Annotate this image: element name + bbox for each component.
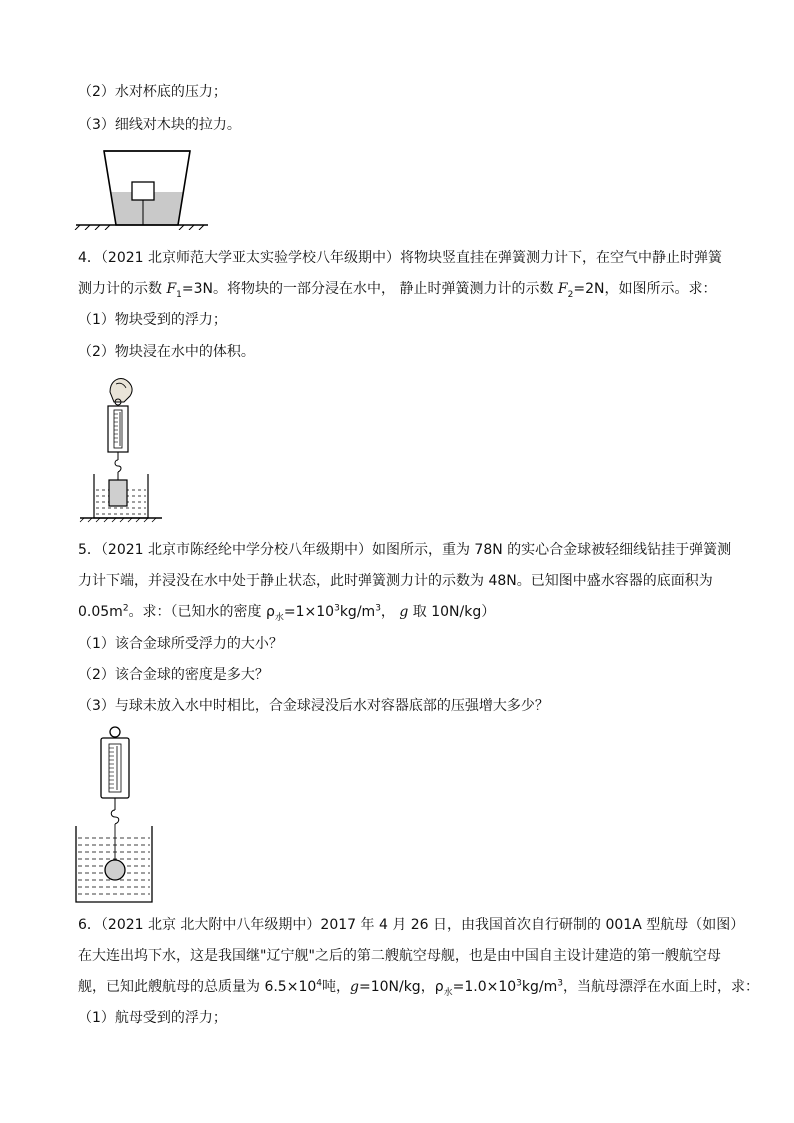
q4-item-2: （2）物块浸在水中的体积。 <box>78 344 255 360</box>
q6-stem-line-2: 在大连出坞下水，这是我国继"辽宁舰"之后的第二艘航空母舰，也是由中国自主设计建造的第一艘航空母 <box>78 948 721 964</box>
q4-stem-line-2: 测力计的示数 $F_1=3N$。将物块的一部分浸在水中， 静止时弹簧测力计的示数 $F_2=2N$，如图所示。求： <box>78 281 717 300</box>
q5-item-3: （3）与球未放入水中时相比，合金球浸没后水对容器底部的压强增大多少？ <box>78 698 549 714</box>
q4-stem-line-1: 4．（2021 北京师范大学亚太实验学校八年级期中）将物块竖直挂在弹簧测力计下，在空气中静止时弹簧 <box>78 250 722 266</box>
q6-stem-line-3: 舰，已知此艘航母的总质量为 $6.5\times 10^4$吨，g=10N/kg，$\rho_水=1.0\times 10^3kg/m^3$，当航母漂浮在水面上时，求： <box>78 978 759 998</box>
q5-item-1: （1）该合金球所受浮力的大小？ <box>78 636 283 652</box>
q6-stem-line-1: 6．（2021 北京 北大附中八年级期中）2017 年 4 月 26 日，由我国首次自行研制的 001A 型航母（如图） <box>78 917 745 933</box>
q5-stem-line-3: $0.05m^2$。求：（已知水的密度 $\rho_水=1\times 10^3kg/m^3$， g 取 10N/kg） <box>78 603 496 623</box>
spring-scale-ball-figure <box>72 724 156 906</box>
q5-stem-line-2: 力计下端，并浸没在水中处于静止状态，此时弹簧测力计的示数为 48N。已知图中盛水容器的底面积为 <box>78 573 713 589</box>
cup-block-figure <box>74 148 210 230</box>
q3-item-3: （3）细线对木块的拉力。 <box>78 117 241 133</box>
q5-item-2: （2）该合金球的密度是多大？ <box>78 667 269 683</box>
q4-item-1: （1）物块受到的浮力； <box>78 312 227 328</box>
q5-stem-line-1: 5．（2021 北京市陈经纶中学分校八年级期中）如图所示，重为 78N 的实心合金球被轻细线钻挂于弹簧测 <box>78 542 732 558</box>
spring-scale-hand-figure <box>76 374 166 524</box>
q3-item-2: （2）水对杯底的压力； <box>78 84 227 100</box>
q6-item-1: （1）航母受到的浮力； <box>78 1010 227 1026</box>
